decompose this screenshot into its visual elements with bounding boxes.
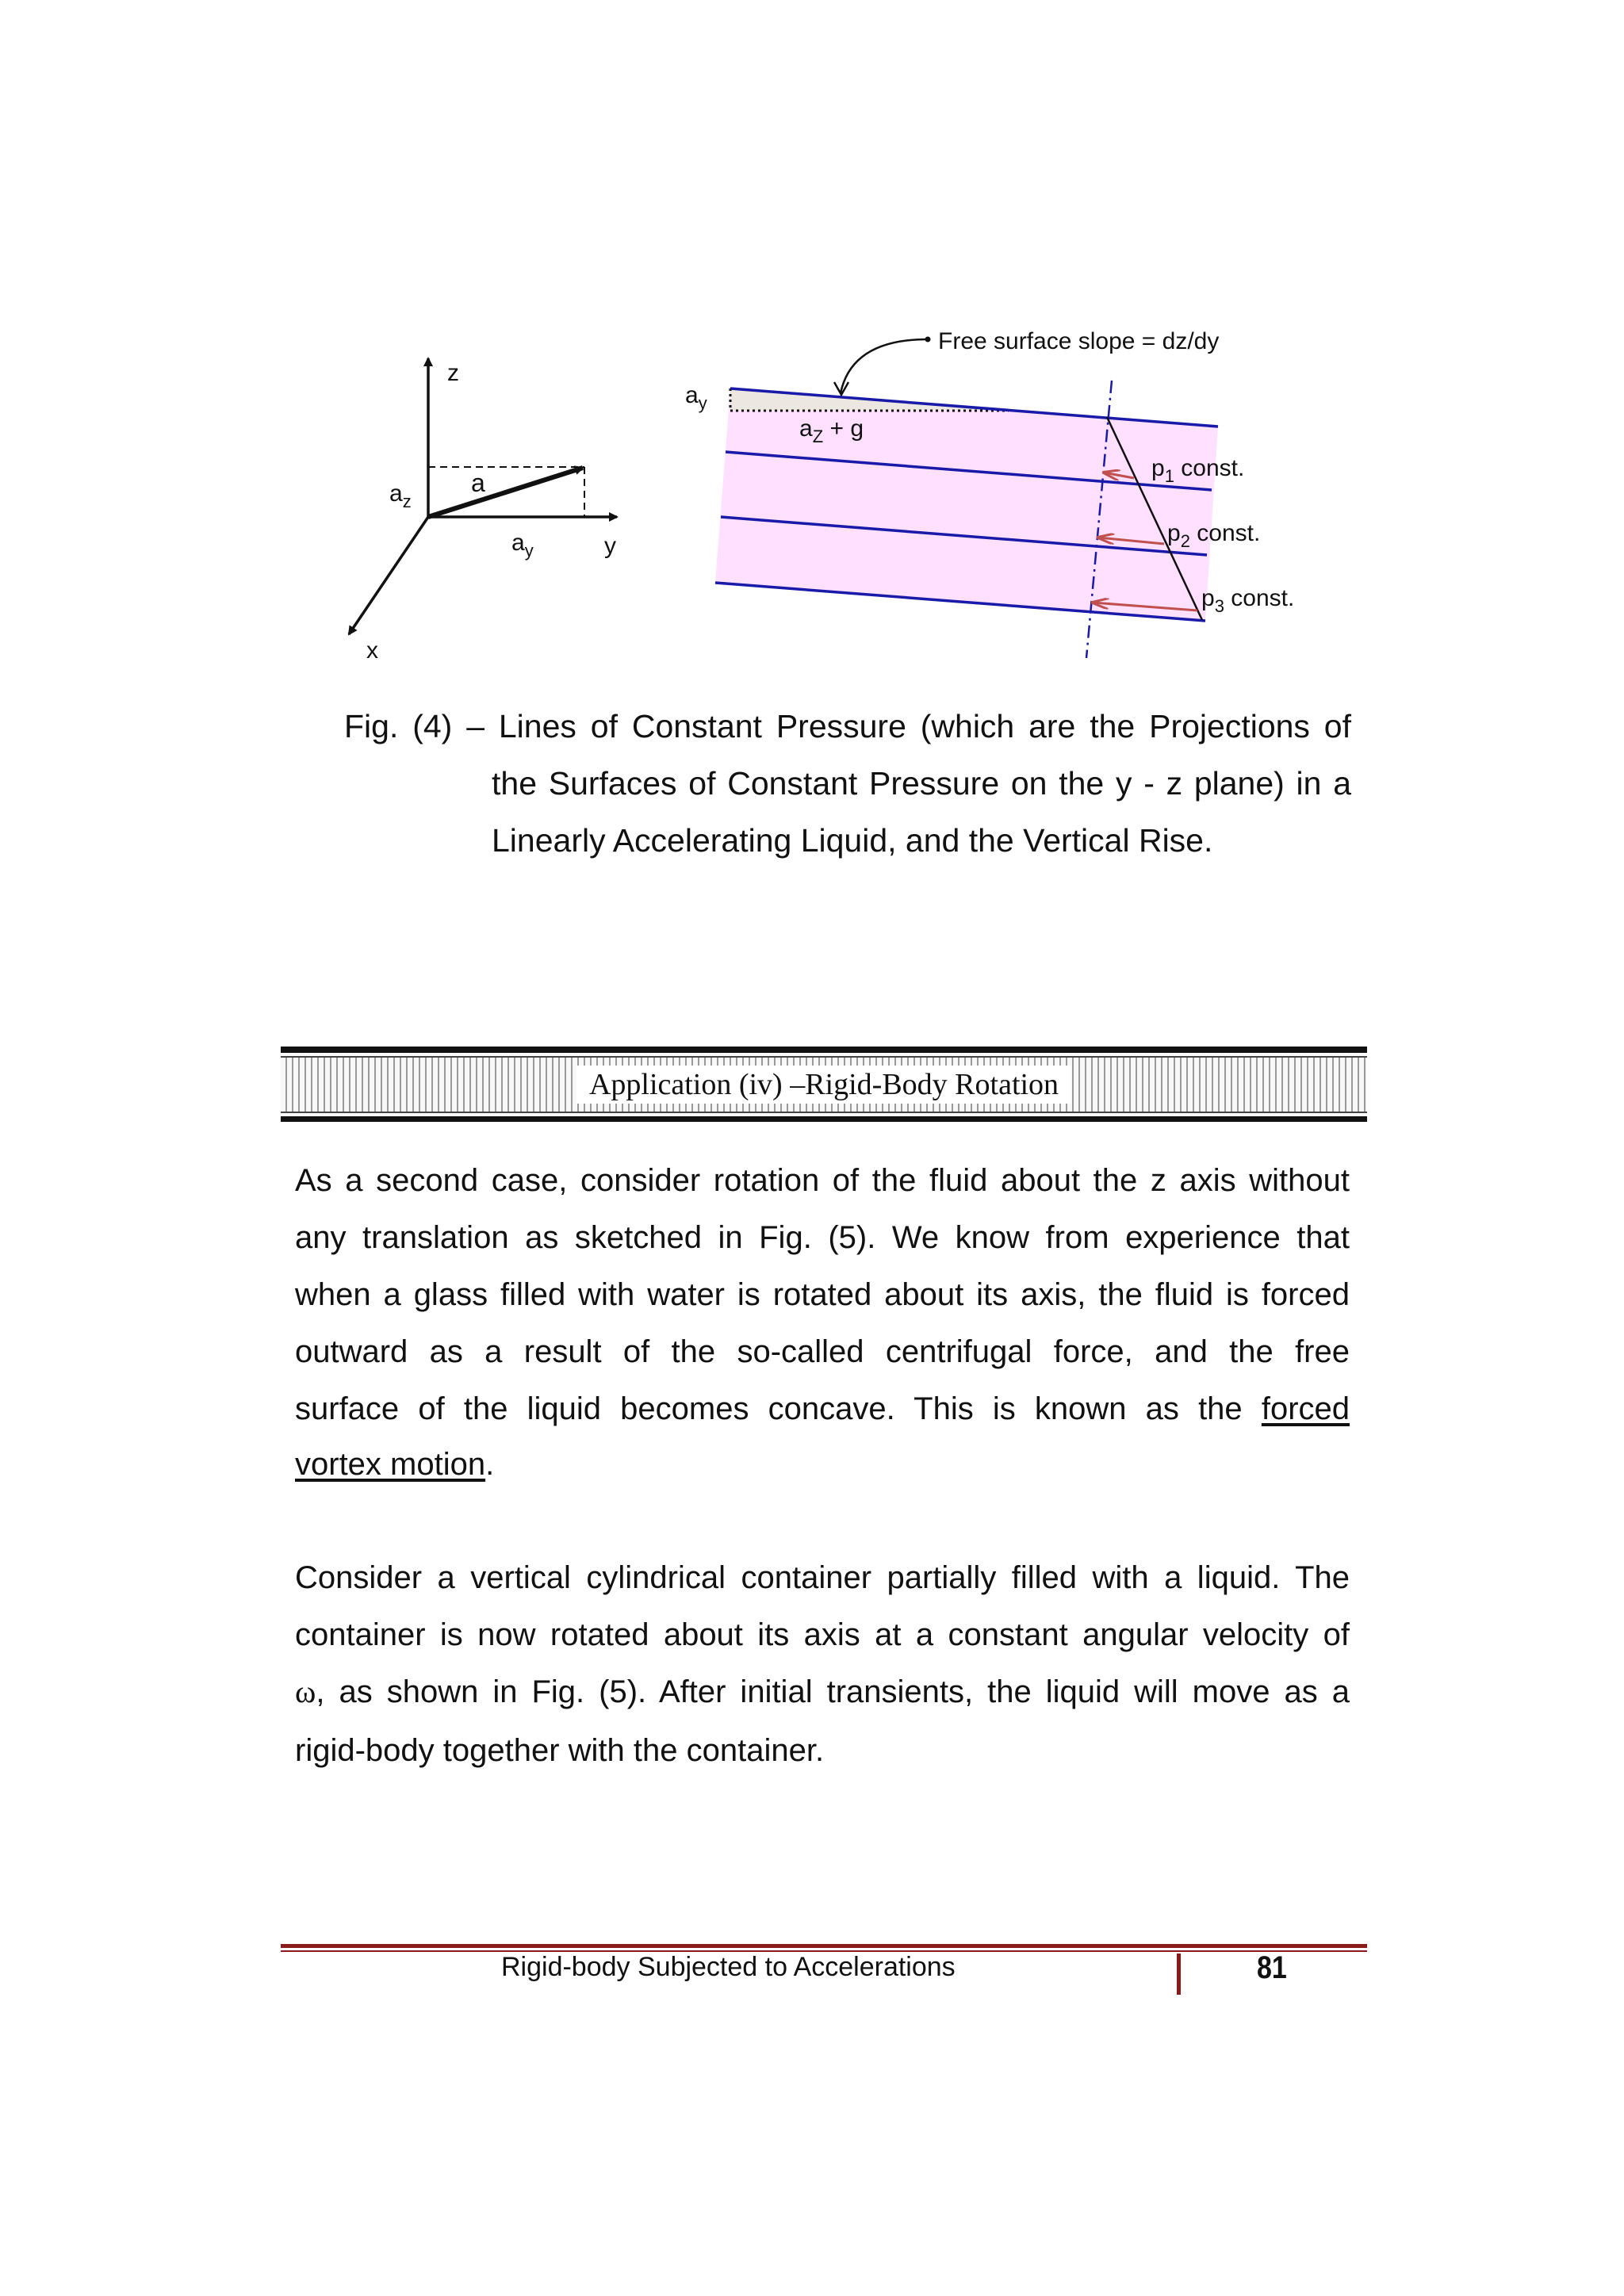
z-axis-label: z [447, 360, 459, 386]
text-run: , as shown in Fig. (5). After initial transients, the liquid will move as a [316, 1674, 1350, 1709]
page-number: 81 [1257, 1950, 1287, 1985]
paragraph-line: As a second case, consider rotation of the fluid about the z axis without [295, 1163, 1350, 1198]
paragraph-line: container is now rotated about its axis at a constant angular velocity of [295, 1617, 1350, 1652]
figure-4 [0, 0, 1624, 682]
section-rule-bottom-thick [281, 1116, 1367, 1122]
free-surface-leader [841, 339, 928, 393]
x-axis [349, 517, 428, 634]
y-axis-label: y [604, 533, 616, 559]
x-axis-label: x [366, 637, 378, 664]
section-title: Application (iv) –Rigid-Body Rotation [576, 1066, 1071, 1104]
paragraph-line: rigid-body together with the container. [295, 1733, 825, 1768]
p2-const-label: $p_2$ const. [1167, 520, 1261, 551]
paragraph-line [295, 1445, 1350, 1483]
paragraph-line [295, 1390, 1350, 1428]
paragraph-line [295, 1673, 1350, 1711]
liquid-ay-label: $a_y$ [685, 382, 707, 413]
text-run: surface of the liquid becomes concave. This is known as the [295, 1391, 1262, 1426]
ay-label: $a_y$ [511, 530, 534, 561]
footer-chapter-title: Rigid-body Subjected to Accelerations [501, 1952, 956, 1982]
vector-a-label: a [471, 469, 485, 497]
free-surface-slope-label: Free surface slope = dz/dy [938, 328, 1220, 354]
section-banner [281, 1056, 1367, 1113]
section-rule-top-thick [281, 1047, 1367, 1053]
figure-caption-line-2: the Surfaces of Constant Pressure on the y - z plane) in a [492, 765, 1351, 802]
forced-term: forced [1261, 1391, 1350, 1426]
paragraph-line: when a glass filled with water is rotated about its axis, the fluid is forced [295, 1277, 1350, 1312]
accelerating-liquid-diagram [685, 328, 1294, 658]
az-plus-g-label: $a_Z + g$ [799, 415, 864, 446]
acceleration-axes-diagram [349, 358, 617, 664]
omega-symbol: ω [295, 1674, 316, 1709]
paragraph-line: Consider a vertical cylindrical container partially filled with a liquid. The [295, 1560, 1350, 1595]
footer-rule-thick [281, 1944, 1367, 1948]
figure-caption-line-1: Fig. (4) – Lines of Constant Pressure (which are the Projections of [344, 708, 1351, 744]
p1-const-label: $p_1$ const. [1151, 455, 1245, 486]
az-label: $a_z$ [389, 480, 412, 511]
vortex-motion-term: vortex motion [295, 1447, 486, 1482]
text-run: . [485, 1447, 495, 1482]
footer-divider-bar [1177, 1954, 1181, 1995]
liquid-region [715, 388, 1218, 621]
figure-caption-line-3: Linearly Accelerating Liquid, and the Vertical Rise. [492, 822, 1213, 859]
paragraph-line: any translation as sketched in Fig. (5). We know from experience that [295, 1220, 1350, 1255]
paragraph-line: outward as a result of the so-called centrifugal force, and the free [295, 1334, 1350, 1369]
acceleration-vector-a [428, 468, 583, 517]
p3-const-label: $p_3$ const. [1201, 585, 1295, 616]
